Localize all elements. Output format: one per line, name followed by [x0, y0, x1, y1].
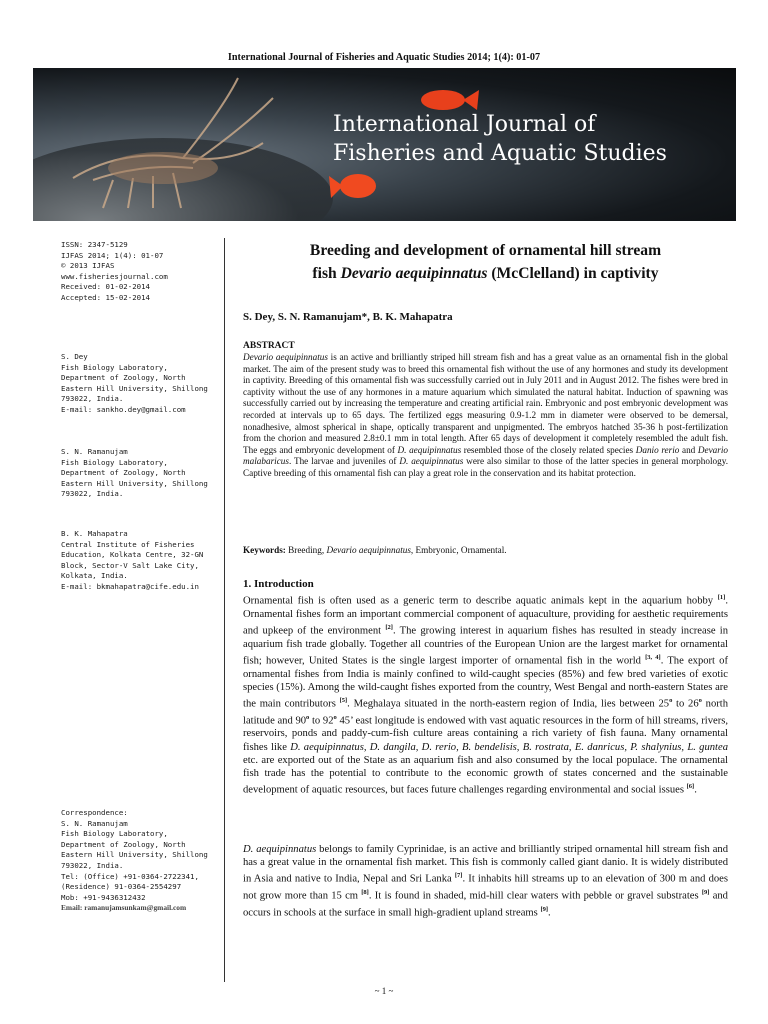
abstract-text: is an active and brilliantly striped hill stream fish and has a great value as an ornamental fish in the global market. The aim of the present study was to breed this ornamental fish without the use of any hormones and study its development in captivity. Breeding of this ornamental fish was successfully carried out in July 2011 and in August 2012. The fishes were bred in captivity without the use of any hormones in a mature aquarium which simulated the natural habitat. Induction of spawning was successfully carried out by increasing the temperature and creating artificial rain. Embryonic and post embryonic development was recorded at intervals up to 65 days. The fertilized eggs measuring 0.9-1.2 mm in diameter were observed to be demersal, nonadhesive, almost spherical in shape, optically transparent and unpigmented. The embryos hatched 35-36 h post-fertilization from the chorion and measured 2.8±0.1 mm in total length. After 65 days of development it completely resembled the adult fish. The eggs and embryonic development of [243, 352, 729, 455]
body-text: . Meghalaya situated in the north-eastern region of India, lies between 25 [347, 698, 670, 710]
meta-line: IJFAS 2014; 1(4): 01-07 [61, 250, 164, 260]
citation-link[interactable]: [3, 4] [645, 653, 661, 661]
meta-line: ISSN: 2347-5129 [61, 240, 128, 249]
affil-line: Department of Zoology, North [61, 373, 186, 383]
affil-line: B. K. Mahapatra [61, 529, 128, 538]
abstract-body [243, 352, 728, 480]
body-text: 45’ east longitude is endowed with vast aquatic resources in the form of hill streams, rivers, reservoirs, ponds and paddy-cum-fish culture areas containing a rich variety of fish fauna. Many ornamental fishes like [243, 715, 728, 753]
corr-line: Department of Zoology, North [61, 839, 186, 849]
degree-mark: o [333, 713, 337, 721]
affil-line: Education, Kolkata Centre, 32-GN [61, 550, 204, 560]
body-text: to 26 [672, 698, 699, 710]
body-text: . [694, 784, 697, 796]
affil-line: Fish Biology Laboratory, [61, 362, 168, 372]
affil-line: S. Dey [61, 352, 88, 361]
keywords-text: , Embryonic, Ornamental. [410, 545, 507, 555]
affil-line: Block, Sector-V Salt Lake City, [61, 560, 199, 570]
abstract-text: and [679, 444, 698, 455]
keywords [243, 545, 728, 555]
corr-line: Fish Biology Laboratory, [61, 829, 168, 839]
section-heading-introduction: 1. Introduction [243, 578, 314, 590]
journal-banner [33, 68, 736, 221]
corr-heading: Correspondence: [61, 808, 128, 817]
title-text: fish [312, 265, 341, 282]
citation-link[interactable]: [9] [540, 905, 549, 913]
keywords-label: Keywords: [243, 545, 286, 555]
species-name: Danio rerio [635, 444, 680, 455]
affil-line: Central Institute of Fisheries [61, 539, 195, 549]
abstract-heading: ABSTRACT [243, 341, 295, 351]
body-text: north latitude and 90 [243, 698, 729, 727]
keywords-species: Devario aequipinnatus [326, 545, 411, 555]
body-text: . The growing interest in aquarium fishes has resulted in steady increase in aquarium fish trade globally. Together all countries of the European Union are the largest market for ornamental fish; however, United States is the single largest importer of ornamental fish in the world [243, 625, 728, 667]
affil-line: Kolkata, India. [61, 571, 128, 581]
body-text: etc. are exported out of the State as an aquarium fish and also consumed by the local populace. The ornamental fish trade has the potential to contribute to the economic growth of states concerned and the sustainable development of aquatic resources, but faces future challenges regarding environmental and social issues [243, 754, 728, 796]
corr-line: (Residence) 91-0364-2554297 [61, 882, 182, 892]
affiliation-mahapatra [61, 529, 226, 593]
species-name: Devario malabaricus [243, 444, 728, 467]
meta-line: © 2013 IJFAS [61, 261, 115, 271]
banner-title [333, 110, 733, 168]
banner-title-line2: Fisheries and Aquatic Studies [333, 141, 667, 166]
intro-paragraph-1 [243, 591, 728, 797]
title-text: (McClelland) in captivity [487, 265, 659, 282]
body-text: belongs to family Cyprinidae, is an active and brilliantly striped ornamental hill stream fish and has a great value in the ornamental fish market. This fish is commonly called giant danio. It is widely distributed in Asia and native to India, Nepal and Sri Lanka [243, 844, 728, 885]
affil-email[interactable]: E-mail: sankho.dey@gmail.com [61, 404, 186, 414]
keywords-text: Breeding, [285, 545, 327, 555]
body-text: . The export of ornamental fishes from India is mainly confined to wild-caught species (85%) and few bred varieties of exotic species (15%). Among the wild-caught fishes exported from the country, West Bengal and north-eastern States are the main contributors [243, 655, 728, 710]
paper-title [243, 239, 728, 285]
page-number: ~ 1 ~ [374, 986, 394, 996]
body-text: . It is found in shaded, mid-hill clear waters with pebble or gravel substrates [368, 890, 702, 902]
body-text: and occurs in schools at the surface in small high-gradient upland streams [243, 890, 728, 919]
degree-mark: o [669, 697, 673, 705]
corr-line: S. N. Ramanujam [61, 818, 128, 828]
corr-line: Mob: +91-9436312432 [61, 892, 146, 902]
meta-line: www.fisheriesjournal.com [61, 271, 168, 281]
body-text: . [548, 907, 551, 919]
body-text: Ornamental fish is often used as a generic term to describe aquatic animals kept in the aquarium hobby [243, 595, 718, 607]
degree-mark: o [306, 713, 310, 721]
lobster-body [108, 152, 218, 184]
sidebar [61, 240, 221, 314]
title-species: Devario aequipinnatus [340, 265, 488, 282]
correspondence [61, 808, 226, 914]
citation-link[interactable]: [1] [717, 594, 726, 601]
affil-line: S. N. Ramanujam [61, 447, 128, 456]
species-name: Devario aequipinnatus [243, 352, 328, 362]
abstract-text: . The larvae and juveniles of [288, 456, 400, 467]
citation-link[interactable]: [2] [385, 623, 393, 631]
species-name: D. aequipinnatus [397, 444, 462, 455]
citation-link[interactable]: [6] [686, 783, 695, 791]
body-text: . Ornamental fishes form an important commercial component of aquaculture, providing for aesthetic requirements and upkeep of the environment [243, 595, 728, 637]
affil-line: Eastern Hill University, Shillong [61, 383, 208, 393]
banner-title-line1: International Journal of [333, 112, 596, 137]
intro-paragraph-2 [243, 843, 728, 920]
affiliation-dey [61, 352, 226, 416]
affil-line: Fish Biology Laboratory, [61, 457, 168, 467]
affil-email[interactable]: E-mail: bkmahapatra@cife.edu.in [61, 581, 199, 591]
abstract-text: were also similar to those of the latter species in general morphology. Captive breeding of this ornamental fish can play a great role in the conservation and its habitat protection. [243, 456, 728, 478]
corr-line: Eastern Hill University, Shillong [61, 850, 208, 860]
affiliation-ramanujam [61, 447, 226, 500]
paper-title-line2 [243, 262, 728, 285]
citation-link[interactable]: [8] [361, 889, 369, 897]
body-text: to 92 [309, 715, 334, 727]
paper-title-line1: Breeding and development of ornamental hill stream [309, 242, 662, 259]
corr-email[interactable]: Email: ramanujamsunkam@gmail.com [61, 903, 187, 913]
article-meta [61, 240, 221, 304]
species-name: D. aequipinnatus [399, 456, 464, 467]
citation-link[interactable]: [7] [454, 872, 463, 880]
degree-mark: o [698, 697, 702, 705]
affil-line: Department of Zoology, North [61, 468, 186, 478]
meta-line: Accepted: 15-02-2014 [61, 292, 150, 302]
citation-link[interactable]: [5] [339, 697, 348, 705]
affil-line: Eastern Hill University, Shillong [61, 478, 208, 488]
corr-line: 793022, India. [61, 860, 124, 870]
author-list: S. Dey, S. N. Ramanujam*, B. K. Mahapatra [243, 311, 453, 323]
affil-line: 793022, India. [61, 394, 124, 404]
meta-line: Received: 01-02-2014 [61, 282, 150, 292]
species-list: D. aequipinnatus, D. dangila, D. rerio, B. bendelisis, B. rostrata, E. danricus, P. shalynius, L. guntea [290, 741, 728, 753]
column-divider [224, 238, 225, 982]
running-head: International Journal of Fisheries and Aquatic Studies 2014; 1(4): 01-07 [227, 52, 541, 63]
corr-line: Tel: (Office) +91-0364-2722341, [61, 871, 199, 881]
species-name: D. aequipinnatus [243, 844, 317, 855]
body-text: . It inhabits hill streams up to an elevation of 300 m and does not grow more than 15 cm [243, 873, 728, 902]
affil-line: 793022, India. [61, 489, 124, 499]
abstract-text: resembled those of the closely related species [461, 444, 636, 455]
citation-link[interactable]: [9] [701, 889, 710, 897]
